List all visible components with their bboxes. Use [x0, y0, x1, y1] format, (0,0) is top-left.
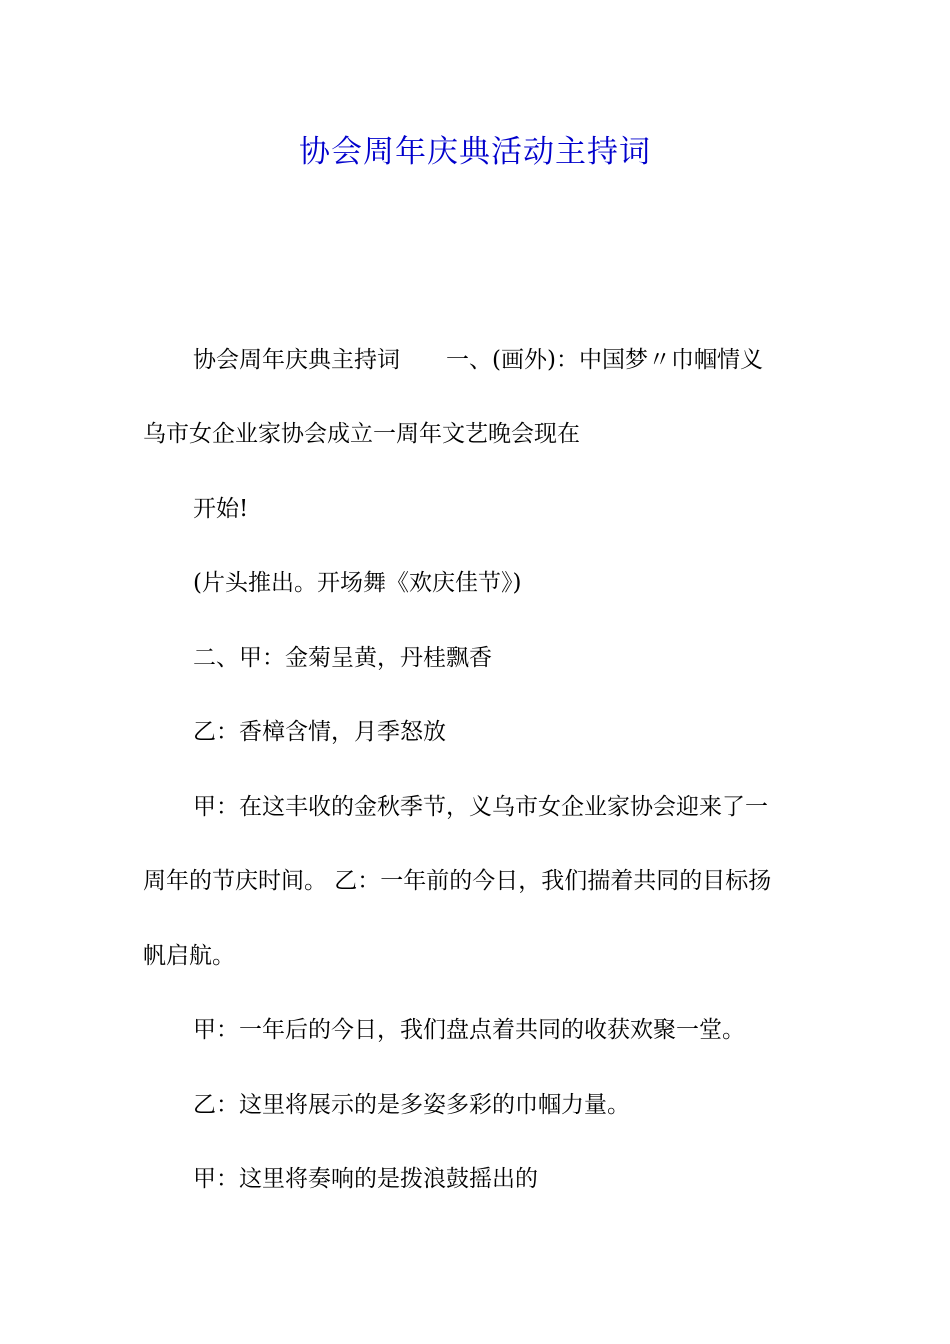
- paragraph-line-10: 甲：一年后的今日，我们盘点着共同的收获欢聚一堂。: [193, 1017, 745, 1043]
- paragraph-line-1b: 一、(画外)：中国梦〃巾帼情义: [446, 347, 763, 373]
- paragraph-line-11: 乙：这里将展示的是多姿多彩的巾帼力量。: [193, 1092, 630, 1118]
- paragraph-line-8: 周年的节庆时间。 乙：一年前的今日，我们揣着共同的目标扬: [143, 868, 772, 894]
- paragraph-line-3: 开始!: [193, 496, 249, 522]
- document-title: 协会周年庆典活动主持词: [299, 134, 651, 170]
- paragraph-line-6: 乙：香樟含情，月季怒放: [193, 719, 446, 745]
- paragraph-line-1: [193, 342, 863, 378]
- paragraph-line-4: (片头推出。开场舞《欢庆佳节》): [193, 570, 522, 596]
- paragraph-line-9: 帆启航。: [143, 943, 235, 969]
- paragraph-line-5: 二、甲：金菊呈黄，丹桂飘香: [193, 645, 492, 671]
- paragraph-line-2: 乌市女企业家协会成立一周年文艺晚会现在: [143, 421, 580, 447]
- paragraph-line-7: 甲：在这丰收的金秋季节，义乌市女企业家协会迎来了一: [193, 794, 768, 820]
- paragraph-line-12: 甲：这里将奏响的是拨浪鼓摇出的: [193, 1166, 538, 1192]
- paragraph-line-1a: 协会周年庆典主持词: [193, 347, 400, 373]
